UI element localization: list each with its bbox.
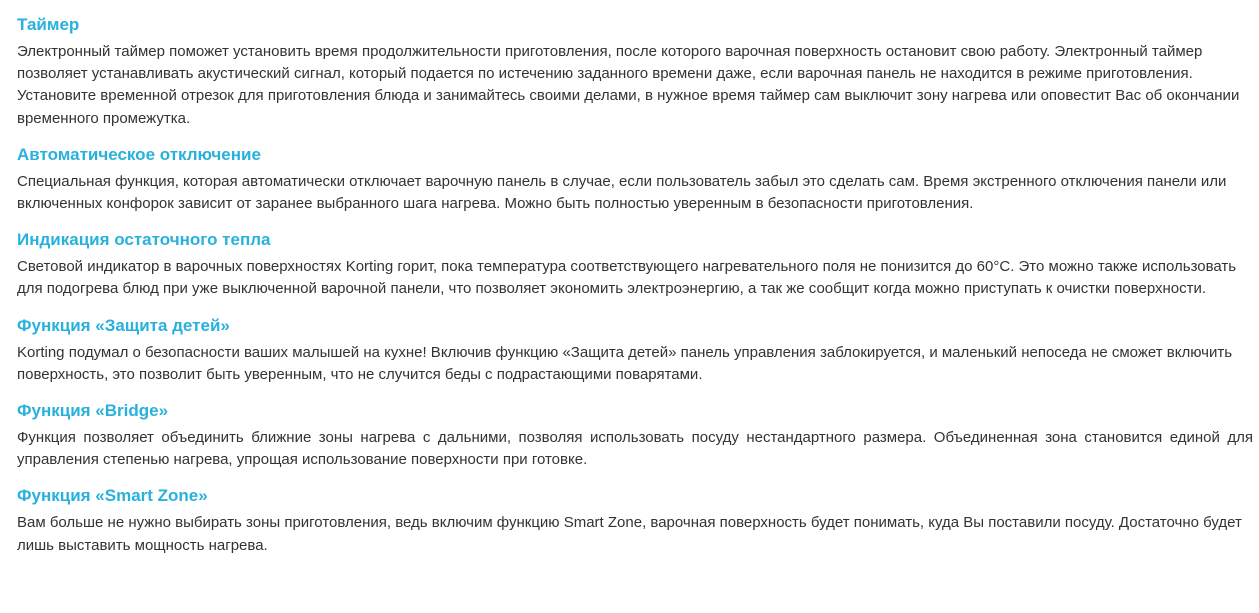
section-title-smart-zone: Функция «Smart Zone» [17, 486, 208, 506]
section-text-child-lock: Korting подумал о безопасности ваших малышей на кухне! Включив функцию «Защита детей» панель управления заблокируется, и маленький непоседа не сможет включить поверхность, это позволит быть уверенным, что не случится беды с подрастающими поварятами. [17, 343, 1233, 383]
section-auto-shutoff [17, 144, 1253, 215]
section-text-auto-shutoff: Специальная функция, которая автоматически отключает варочную панель в случае, если пользователь забыл это сделать сам. Время экстренного отключения панели или включенных конфорок зависит от заранее выбранного шага нагрева. Можно быть полностью уверенным в безопасности приготовления. [17, 172, 1227, 213]
section-residual-heat [17, 229, 1253, 300]
section-text-bridge: Функция позволяет объединить ближние зоны нагрева с дальними, позволяя использовать посуду нестандартного размера. Объединенная зона становится единой для управления степенью нагрева, упрощая использование поверхности при готовке. [17, 429, 1253, 469]
section-text-smart-zone: Вам больше не нужно выбирать зоны приготовления, ведь включим функцию Smart Zone, варочная поверхность будет понимать, куда Вы поставили посуду. Достаточно будет лишь выставить мощность нагрева. [17, 514, 1242, 554]
section-title-child-lock: Функция «Защита детей» [17, 315, 230, 335]
features-content [17, 0, 1253, 557]
section-title-timer: Таймер [17, 15, 80, 34]
section-child-lock [17, 315, 1253, 386]
section-text-residual-heat: Световой индикатор в варочных поверхностях Korting горит, пока температура соответствующего нагревательного поля не понизится до 60°C. Это можно также использовать для подогрева блюд при уже выключенной варочной панели, что позволяет экономить электроэнергию, а так же сообщит когда можно приступать к очистки поверхности. [17, 258, 1237, 298]
section-bridge [17, 400, 1253, 471]
section-title-residual-heat: Индикация остаточного тепла [17, 230, 271, 250]
section-timer [17, 14, 1253, 130]
section-title-auto-shutoff: Автоматическое отключение [17, 144, 261, 164]
section-text-timer: Электронный таймер поможет установить время продолжительности приготовления, после которого варочная поверхность остановит свою работу. Электронный таймер позволяет устанавливать акустический сигнал, который подается по истечению заданного времени даже, если варочная панель не находится в режиме приготовления. Установите временной отрезок для приготовления блюда и занимайтесь своими делами, в нужное время таймер сам выключит зону нагрева или оповестит Вас об окончании временного промежутка. [17, 43, 1240, 127]
section-title-bridge: Функция «Bridge» [17, 401, 169, 421]
section-smart-zone [17, 485, 1253, 556]
